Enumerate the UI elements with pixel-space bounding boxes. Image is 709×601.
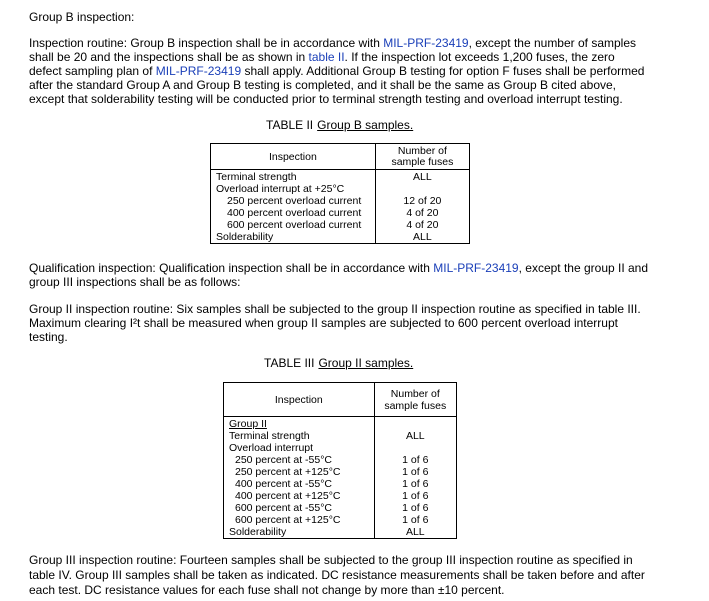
text: table IV. Group III samples shall be taken as indicated. DC resistance measurements shall be taken before and after [29, 568, 645, 582]
text: Qualification inspection: Qualification inspection shall be in accordance with [29, 261, 434, 275]
table-row-name: 400 percent overload current [227, 207, 362, 219]
text: except that solderability testing will be conducted prior to terminal strength testing and overload interrupt testing. [29, 92, 623, 106]
inspection-list [224, 417, 375, 539]
text: Maximum clearing I²t shall be measured when group II samples are subjected to 600 percent overload interrupt [29, 316, 618, 330]
table-row-name: Terminal strength [229, 430, 310, 442]
table-row-name: 600 percent overload current [227, 219, 362, 231]
qualification-paragraph [29, 261, 689, 289]
mil-prf-23419-link[interactable]: MIL-PRF-23419 [155, 64, 242, 78]
text: . If the inspection lot exceeds 1,200 fuses, the zero [344, 50, 615, 64]
table-row-value: 1 of 6 [402, 514, 429, 526]
group-ii-paragraph [29, 302, 689, 344]
table-row-name: Terminal strength [216, 171, 297, 183]
column-header-number [374, 383, 456, 417]
table-ii [210, 143, 470, 244]
header-line: Number of [390, 387, 440, 400]
table-row-value [376, 183, 469, 195]
table-row-name: Solderability [229, 526, 287, 538]
table-ii-link[interactable]: table II [308, 50, 345, 64]
text: defect sampling plan of [29, 64, 156, 78]
table-row-name: Overload interrupt at +25°C [216, 183, 345, 195]
text: after the standard Group A and Group B testing is completed, and it shall be the same as Group B cited above, [29, 78, 617, 92]
text: Inspection routine: Group B inspection shall be in accordance with [29, 36, 384, 50]
header-line: Number of [397, 144, 447, 157]
table-row-name: 400 percent at +125°C [235, 490, 341, 502]
table-row-value: 1 of 6 [402, 490, 429, 502]
text: testing. [29, 330, 68, 344]
table-label: TABLE III [264, 356, 315, 370]
table-row-value: ALL [405, 430, 425, 442]
mil-prf-23419-link[interactable]: MIL-PRF-23419 [383, 36, 469, 50]
column-header-number [375, 144, 469, 170]
table-ii-caption [266, 118, 413, 132]
text: group III inspections shall be as follows: [29, 275, 241, 289]
table-title: Group II samples. [318, 356, 414, 370]
text: Group III inspection routine: Fourteen samples shall be subjected to the group III inspection routine as specified in [29, 553, 633, 567]
text: , except the number of samples [468, 36, 637, 50]
mil-prf-23419-link[interactable]: MIL-PRF-23419 [433, 261, 519, 275]
value-list [375, 170, 469, 244]
column-header-inspection: Inspection [211, 144, 376, 170]
group-b-paragraph [29, 36, 689, 106]
table-row-name: 600 percent at +125°C [235, 514, 341, 526]
group-label: Group II [229, 418, 267, 430]
table-row-value: 4 of 20 [406, 219, 439, 231]
text: Group II inspection routine: Six samples shall be subjected to the group II inspection routine as specified in table III. [29, 302, 641, 316]
table-row-value: 4 of 20 [406, 207, 439, 219]
table-row-value: 1 of 6 [402, 466, 429, 478]
table-row-name: Solderability [216, 231, 274, 243]
value-list [374, 417, 456, 539]
table-row-value [375, 442, 456, 454]
inspection-list [211, 170, 376, 244]
table-row-name: 250 percent at -55°C [235, 454, 333, 466]
table-row-name: 400 percent at -55°C [235, 478, 333, 490]
header-line: sample fuses [391, 155, 454, 168]
text: each test. DC resistance values for each fuse shall not change by more than ±10 percent. [29, 583, 505, 597]
table-row-value: 12 of 20 [403, 195, 442, 207]
table-iii [223, 382, 457, 539]
group-iii-paragraph [29, 553, 689, 598]
table-row-name: 250 percent overload current [227, 195, 362, 207]
table-row-name: 600 percent at -55°C [235, 502, 333, 514]
table-row-value: 1 of 6 [402, 454, 429, 466]
table-row-name: Overload interrupt [229, 442, 314, 454]
spacer [375, 418, 456, 430]
table-row-name: 250 percent at +125°C [235, 466, 341, 478]
table-row-value: ALL [413, 171, 432, 183]
table-row-value: 1 of 6 [402, 478, 429, 490]
table-label: TABLE II [266, 118, 314, 132]
table-title: Group B samples. [317, 118, 414, 132]
table-iii-caption [264, 356, 413, 370]
group-b-heading: Group B inspection: [29, 10, 135, 24]
text: shall apply. Additional Group B testing for option F fuses shall be performed [241, 64, 645, 78]
table-row-value: 1 of 6 [402, 502, 429, 514]
text: , except the group II and [518, 261, 649, 275]
column-header-inspection: Inspection [224, 383, 375, 417]
text: shall be 20 and the inspections shall be as shown in [29, 50, 309, 64]
table-row-value: ALL [405, 526, 425, 538]
table-row-value: ALL [413, 231, 432, 243]
header-line: sample fuses [384, 399, 447, 412]
